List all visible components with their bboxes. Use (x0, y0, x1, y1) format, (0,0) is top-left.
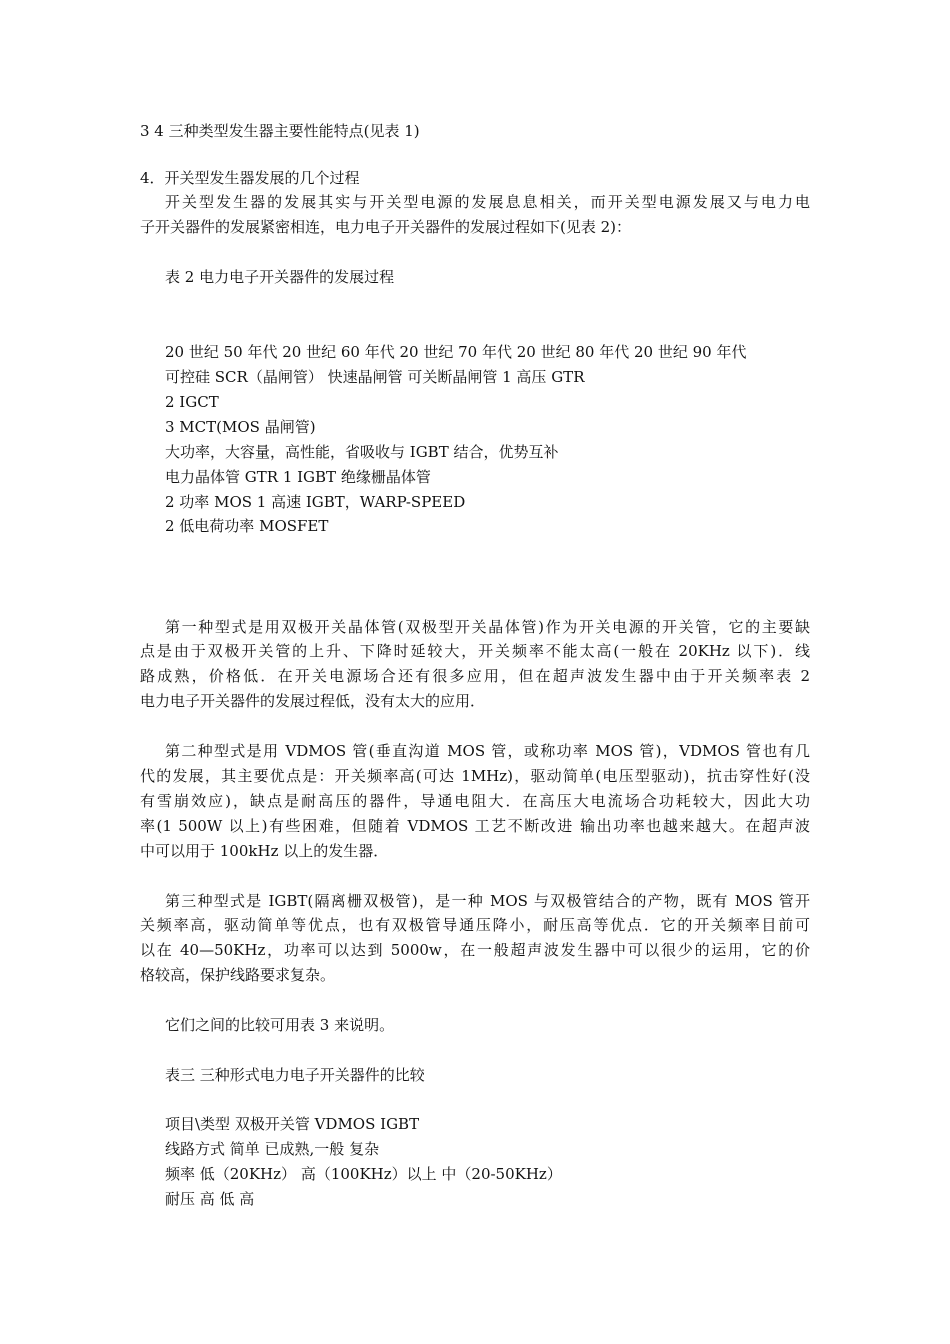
intro-line-1: 开关型发生器的发展其实与开关型电源的发展息息相关，而开关型电源发展又与电力电 (165, 193, 810, 211)
table2-row: 20 世纪 50 年代 20 世纪 60 年代 20 世纪 70 年代 20 世纪 80 年代 20 世纪 90 年代 (165, 343, 747, 361)
table2-row: 大功率，大容量，高性能，省吸收与 IGBT 结合，优势互补 (165, 443, 559, 461)
table3-title: 表三 三种形式电力电子开关器件的比较 (165, 1066, 425, 1084)
para2-line-1: 第二种型式是用 VDMOS 管(垂直沟道 MOS 管，或称功率 MOS 管)，VDMOS 管也有几 (165, 742, 810, 760)
para1-line-4: 电力电子开关器件的发展过程低，没有太大的应用． (140, 692, 486, 710)
table3-row: 项目\类型 双极开关管 VDMOS IGBT (165, 1115, 420, 1133)
para2-line-3: 有雪崩效应)，缺点是耐高压的器件，导通电阻大．在高压大电流场合功耗较大，因此大功 (140, 792, 810, 810)
para4-line: 它们之间的比较可用表 3 来说明。 (165, 1016, 395, 1034)
para3-line-3: 以在 40—50KHz，功率可以达到 5000w，在一般超声波发生器中可以很少的运用，它的价 (140, 941, 810, 959)
heading-3-4: 3 4 三种类型发生器主要性能特点(见表 1) (140, 122, 420, 140)
para3-line-1: 第三种型式是 IGBT(隔离栅双极管)，是一种 MOS 与双极管结合的产物，既有 MOS 管开 (165, 892, 810, 910)
table2-row: 可控硅 SCR（晶闸管） 快速晶闸管 可关断晶闸管 1 高压 GTR (165, 368, 585, 386)
section-4-title: 4．开关型发生器发展的几个过程 (140, 169, 360, 187)
table2-row: 3 MCT(MOS 晶闸管) (165, 418, 316, 436)
para3-line-4: 格较高，保护线路要求复杂。 (140, 966, 336, 984)
para2-line-5: 中可以用于 100kHz 以上的发生器． (140, 842, 389, 860)
para1-line-3: 路成熟，价格低．在开关电源场合还有很多应用，但在超声波发生器中由于开关频率表 2 (140, 667, 810, 685)
para2-line-4: 率(1 500W 以上)有些困难，但随着 VDMOS 工艺不断改进 输出功率也越来越大。在超声波 (140, 817, 810, 835)
para1-line-1: 第一种型式是用双极开关晶体管(双极型开关晶体管)作为开关电源的开关管，它的主要缺 (165, 618, 810, 636)
table3-row: 频率 低（20KHz） 高（100KHz）以上 中（20-50KHz） (165, 1165, 562, 1183)
table2-title: 表 2 电力电子开关器件的发展过程 (165, 268, 395, 286)
table3-row: 耐压 高 低 高 (165, 1190, 255, 1208)
table3-row: 线路方式 简单 已成熟,一般 复杂 (165, 1140, 380, 1158)
para1-line-2: 点是由于双极开关管的上升、下降时延较大，开关频率不能太高(一般在 20KHz 以下)．线 (140, 642, 810, 660)
table2-row: 2 功率 MOS 1 高速 IGBT，WARP-SPEED (165, 493, 466, 511)
para3-line-2: 关频率高，驱动简单等优点，也有双极管导通压降小，耐压高等优点．它的开关频率目前可 (140, 916, 810, 934)
table2-row: 2 低电荷功率 MOSFET (165, 517, 329, 535)
para2-line-2: 代的发展，其主要优点是：开关频率高(可达 1MHz)，驱动简单(电压型驱动)，抗击穿性好(没 (140, 767, 810, 785)
intro-line-2: 子开关器件的发展紧密相连，电力电子开关器件的发展过程如下(见表 2)： (140, 218, 632, 236)
table2-row: 2 IGCT (165, 393, 219, 411)
table2-row: 电力晶体管 GTR 1 IGBT 绝缘栅晶体管 (165, 468, 431, 486)
